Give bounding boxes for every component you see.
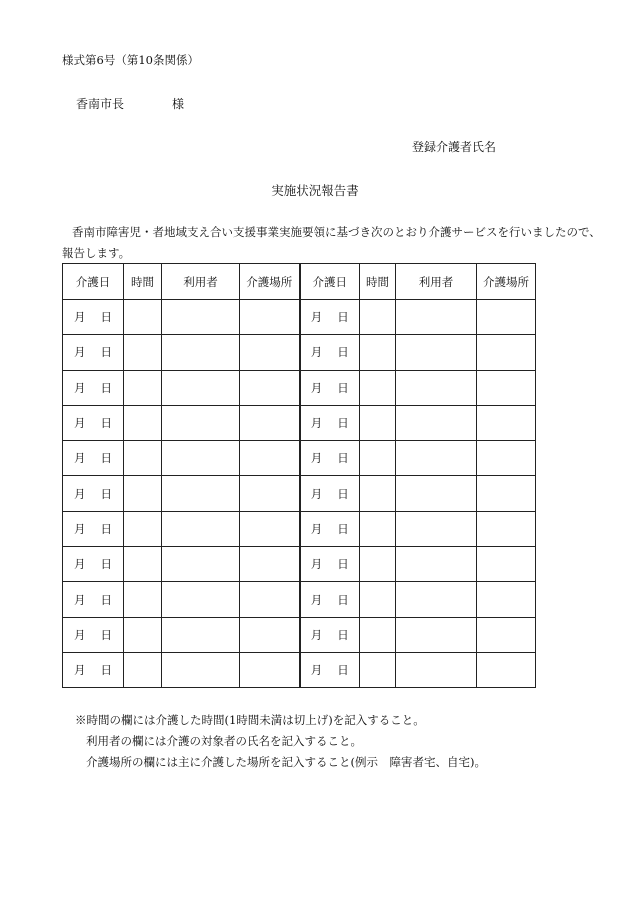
intro-paragraph [62,222,622,264]
care-date-cell[interactable] [300,335,360,370]
month-day-label [74,380,112,396]
day-label: 日 [100,486,112,501]
month-day-label [311,486,349,502]
table-row [63,370,536,405]
month-day-label [311,556,349,572]
care-date-cell[interactable] [63,582,124,617]
care-place-cell[interactable] [477,652,536,687]
header-care-place-right: 介護場所 [477,264,536,300]
care-date-cell[interactable] [300,370,360,405]
care-place-cell[interactable] [477,476,536,511]
table-row [63,547,536,582]
day-label: 日 [337,557,349,572]
care-date-cell[interactable] [63,370,124,405]
header-care-place-left: 介護場所 [240,264,300,300]
care-place-cell[interactable] [240,476,300,511]
day-label: 日 [100,557,112,572]
form-number: 様式第6号（第10条関係） [62,53,199,67]
care-date-cell[interactable] [300,547,360,582]
day-label: 日 [337,486,349,501]
notes [75,710,486,773]
intro-line-2: 報告します。 [62,246,131,260]
month-day-label [311,344,349,360]
month-day-label [74,592,112,608]
month-day-label [311,415,349,431]
care-date-cell[interactable] [63,300,124,335]
table-row [63,441,536,476]
addressee-honorific: 様 [172,97,185,111]
month-day-label [311,380,349,396]
time-cell[interactable] [360,652,396,687]
care-date-cell[interactable] [63,335,124,370]
user-cell[interactable] [396,405,477,440]
user-cell[interactable] [396,476,477,511]
user-cell[interactable] [396,300,477,335]
month-label: 月 [74,310,86,325]
care-place-cell[interactable] [477,511,536,546]
time-cell[interactable] [360,582,396,617]
month-day-label [311,592,349,608]
time-cell[interactable] [124,476,162,511]
month-label: 月 [74,486,86,501]
day-label: 日 [337,627,349,642]
month-label: 月 [310,557,323,572]
header-user-left: 利用者 [162,264,240,300]
addressee-name: 香南市長 [76,97,125,111]
user-cell[interactable] [162,547,240,582]
day-label: 日 [100,663,112,678]
user-cell[interactable] [396,652,477,687]
user-cell[interactable] [396,370,477,405]
care-place-cell[interactable] [240,405,300,440]
user-cell[interactable] [396,617,477,652]
care-date-cell[interactable] [63,511,124,546]
month-day-label [311,309,349,325]
care-date-cell[interactable] [300,652,360,687]
month-label: 月 [310,627,323,642]
user-cell[interactable] [162,476,240,511]
month-label: 月 [74,521,86,536]
month-day-label [74,662,112,678]
user-cell[interactable] [162,511,240,546]
user-cell[interactable] [396,547,477,582]
month-label: 月 [310,592,323,607]
day-label: 日 [100,416,112,431]
care-place-cell[interactable] [240,617,300,652]
care-place-cell[interactable] [477,300,536,335]
care-place-cell[interactable] [240,370,300,405]
table-row [63,300,536,335]
table-row [63,335,536,370]
day-label: 日 [100,521,112,536]
user-cell[interactable] [396,441,477,476]
addressee [76,95,184,112]
user-cell[interactable] [162,652,240,687]
time-cell[interactable] [360,441,396,476]
day-label: 日 [100,627,112,642]
header-care-date-right: 介護日 [300,264,360,300]
care-date-cell[interactable] [63,441,124,476]
day-label: 日 [100,451,112,466]
care-place-cell[interactable] [240,441,300,476]
care-place-cell[interactable] [240,547,300,582]
report-table [62,263,536,688]
day-label: 日 [337,310,349,325]
care-place-cell[interactable] [240,300,300,335]
day-label: 日 [337,345,349,360]
time-cell[interactable] [360,617,396,652]
month-label: 月 [310,310,323,325]
month-label: 月 [74,663,86,678]
care-date-cell[interactable] [300,582,360,617]
month-day-label [74,344,112,360]
time-cell[interactable] [124,617,162,652]
time-cell[interactable] [124,547,162,582]
month-day-label [74,309,112,325]
time-cell[interactable] [124,652,162,687]
month-day-label [74,627,112,643]
time-cell[interactable] [360,476,396,511]
month-label: 月 [74,345,86,360]
care-date-cell[interactable] [300,300,360,335]
table-row [63,617,536,652]
note-place: 介護場所の欄には主に介護した場所を記入すること(例示 障害者宅、自宅)。 [86,755,486,769]
time-cell[interactable] [360,335,396,370]
month-label: 月 [74,416,86,431]
care-date-cell[interactable] [300,617,360,652]
registrant-name-label: 登録介護者氏名 [412,140,497,154]
day-label: 日 [337,451,349,466]
month-label: 月 [310,451,323,466]
month-day-label [311,627,349,643]
header-time-left: 時間 [124,264,162,300]
day-label: 日 [100,592,112,607]
day-label: 日 [337,592,349,607]
header-user-right: 利用者 [396,264,477,300]
note-time: ※時間の欄には介護した時間(1時間未満は切上げ)を記入すること。 [75,713,425,727]
care-place-cell[interactable] [477,441,536,476]
month-label: 月 [310,380,323,395]
care-date-cell[interactable] [300,441,360,476]
time-cell[interactable] [124,335,162,370]
month-label: 月 [74,627,86,642]
month-day-label [311,450,349,466]
table-row [63,652,536,687]
month-label: 月 [310,345,323,360]
month-label: 月 [74,380,86,395]
care-date-cell[interactable] [63,652,124,687]
month-day-label [74,450,112,466]
care-date-cell[interactable] [300,511,360,546]
day-label: 日 [337,416,349,431]
time-cell[interactable] [124,405,162,440]
care-place-cell[interactable] [240,652,300,687]
time-cell[interactable] [360,405,396,440]
care-place-cell[interactable] [477,617,536,652]
time-cell[interactable] [360,370,396,405]
table-row [63,582,536,617]
month-label: 月 [310,486,323,501]
month-label: 月 [310,521,323,536]
day-label: 日 [100,310,112,325]
time-cell[interactable] [360,300,396,335]
user-cell[interactable] [162,405,240,440]
care-place-cell[interactable] [477,582,536,617]
user-cell[interactable] [162,335,240,370]
user-cell[interactable] [162,617,240,652]
table-header-row [63,264,536,300]
user-cell[interactable] [162,370,240,405]
care-place-cell[interactable] [240,335,300,370]
time-cell[interactable] [124,511,162,546]
month-day-label [74,486,112,502]
month-label: 月 [310,663,323,678]
user-cell[interactable] [162,300,240,335]
month-day-label [74,521,112,537]
care-place-cell[interactable] [477,370,536,405]
time-cell[interactable] [124,300,162,335]
intro-line-1: 香南市障害児・者地域支え合い支援事業実施要領に基づき次のとおり介護サービスを行いましたので、 [72,225,601,239]
day-label: 日 [100,345,112,360]
care-place-cell[interactable] [477,547,536,582]
care-place-cell[interactable] [477,405,536,440]
month-label: 月 [74,592,86,607]
table-row [63,476,536,511]
month-day-label [311,521,349,537]
care-date-cell[interactable] [63,476,124,511]
care-date-cell[interactable] [63,617,124,652]
month-label: 月 [74,451,86,466]
user-cell[interactable] [162,441,240,476]
user-cell[interactable] [396,335,477,370]
time-cell[interactable] [124,370,162,405]
care-place-cell[interactable] [240,582,300,617]
care-place-cell[interactable] [477,335,536,370]
care-date-cell[interactable] [63,547,124,582]
care-place-cell[interactable] [240,511,300,546]
table-row [63,405,536,440]
care-date-cell[interactable] [300,476,360,511]
month-day-label [311,662,349,678]
day-label: 日 [337,663,349,678]
user-cell[interactable] [396,582,477,617]
user-cell[interactable] [396,511,477,546]
care-date-cell[interactable] [300,405,360,440]
table-row [63,511,536,546]
header-time-right: 時間 [360,264,396,300]
month-label: 月 [310,416,323,431]
time-cell[interactable] [360,547,396,582]
day-label: 日 [100,380,112,395]
user-cell[interactable] [162,582,240,617]
day-label: 日 [337,521,349,536]
month-day-label [74,415,112,431]
time-cell[interactable] [360,511,396,546]
month-day-label [74,556,112,572]
note-user: 利用者の欄には介護の対象者の氏名を記入すること。 [86,734,362,748]
day-label: 日 [337,380,349,395]
month-label: 月 [74,557,86,572]
time-cell[interactable] [124,582,162,617]
header-care-date-left: 介護日 [63,264,124,300]
time-cell[interactable] [124,441,162,476]
document-title: 実施状況報告書 [271,183,359,198]
care-date-cell[interactable] [63,405,124,440]
